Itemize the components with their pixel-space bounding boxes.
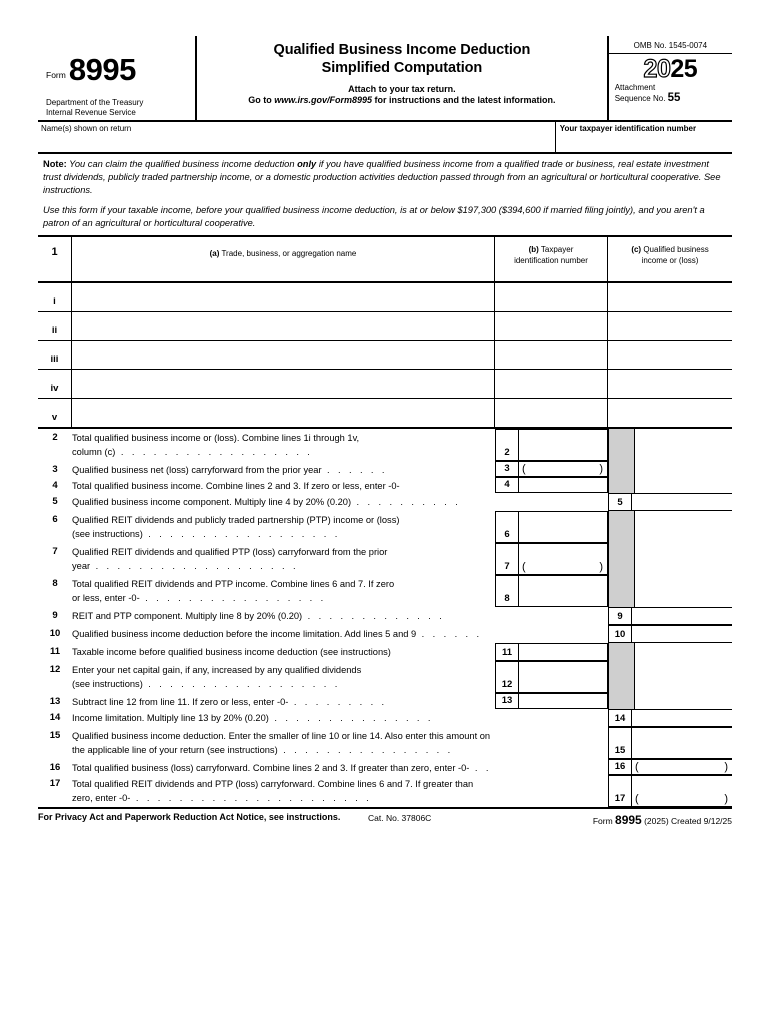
line-text-1: Qualified business net (loss) carryforward from the prior year . . . . . . xyxy=(72,465,388,476)
leader-dots: . . . . . . . . . . . . . xyxy=(302,611,445,622)
line-entry-cell[interactable] xyxy=(495,543,608,575)
table-row xyxy=(38,370,732,399)
line-text-1: Total qualified business income. Combine lines 2 and 3. If zero or less, enter -0- xyxy=(72,481,400,492)
form-line xyxy=(38,693,732,709)
line-text-1: Enter your net capital gain, if any, increased by any qualified dividends xyxy=(72,665,362,676)
entry-box-number: 16 xyxy=(609,759,632,774)
column-a-header xyxy=(72,237,495,281)
line-number: 5 xyxy=(52,496,58,508)
line-text-2: the applicable line of your return (see instructions) . . . . . . . . . . . . . . . . xyxy=(72,744,454,755)
line-description xyxy=(72,625,608,642)
leader-dots: . . . . . . . . . . . . . . . . . . xyxy=(115,446,313,457)
leader-dots: . . . . . . . . . . . . . . . . . . . xyxy=(90,560,299,571)
line-description xyxy=(72,493,608,510)
shaded-area xyxy=(608,575,635,607)
line-description xyxy=(72,709,608,726)
footer-form-word: Form xyxy=(592,816,616,827)
leader-dots: . . . . . . . . . . . . . . . . . . xyxy=(142,678,341,689)
line-entry-cell[interactable] xyxy=(608,759,732,775)
column-b-marker: (b) xyxy=(528,245,539,255)
leader-dots: . . . . . . . . . . . . . . . xyxy=(268,713,434,724)
table-row xyxy=(38,283,732,312)
line-number: 12 xyxy=(49,664,61,676)
line-entry-cell[interactable] xyxy=(495,429,608,461)
table-row xyxy=(38,341,732,370)
shaded-area xyxy=(608,643,635,661)
table1-cell-tin[interactable] xyxy=(495,283,608,311)
entry-box-number: 6 xyxy=(496,511,519,542)
form-title-line-1: Qualified Business Income Deduction xyxy=(273,42,531,58)
line-description xyxy=(72,775,608,805)
entry-box-number: 2 xyxy=(496,429,519,460)
line-number: 13 xyxy=(49,696,61,708)
entry-box-number: 5 xyxy=(609,493,632,510)
table1-cell-income[interactable] xyxy=(608,399,732,427)
line-text-2: year . . . . . . . . . . . . . . . . . . . xyxy=(72,560,299,571)
form-line xyxy=(38,607,732,625)
line-text-2: (see instructions) . . . . . . . . . . . . . . . . . . xyxy=(72,678,341,689)
table1-cell-business-name[interactable] xyxy=(72,370,495,398)
sequence-number: 55 xyxy=(667,92,681,104)
form-line xyxy=(38,477,732,493)
shaded-area xyxy=(608,461,635,477)
line-entry-cell[interactable] xyxy=(608,727,732,759)
privacy-notice: For Privacy Act and Paperwork Reduction Act Notice, see instructions. xyxy=(38,812,341,823)
column-b-header xyxy=(495,237,608,281)
shaded-area xyxy=(608,511,635,543)
table1-cell-business-name[interactable] xyxy=(72,312,495,340)
goto-url[interactable]: www.irs.gov/Form8995 xyxy=(274,95,372,105)
form-header xyxy=(38,36,732,122)
table1-body xyxy=(38,283,732,429)
catalog-number: Cat. No. 37806C xyxy=(368,813,432,824)
line-entry-cell[interactable] xyxy=(608,607,732,625)
line-entry-cell[interactable] xyxy=(608,709,732,727)
line-text-2: column (c) . . . . . . . . . . . . . . . . . . xyxy=(72,446,313,457)
table1-row-marker: v xyxy=(38,399,72,427)
line-text-1: Qualified REIT dividends and publicly traded partnership (PTP) income or (loss) xyxy=(72,515,400,526)
entry-box-number: 15 xyxy=(609,727,632,758)
goto-instruction xyxy=(199,95,605,106)
form-number: 8995 xyxy=(68,52,136,87)
department-block xyxy=(38,84,195,120)
line-text-1: Qualified business income deduction before the income limitation. Add lines 5 and 9 . . . . . . xyxy=(72,629,482,640)
line-number: 3 xyxy=(52,464,58,476)
column-c-label-2: income or (loss) xyxy=(641,256,699,266)
shaded-area xyxy=(608,543,635,575)
table1-cell-tin[interactable] xyxy=(495,399,608,427)
table1-row-marker: iv xyxy=(38,370,72,398)
numbered-lines xyxy=(38,429,732,807)
tax-year-digits: 25 xyxy=(670,55,698,83)
line-description xyxy=(72,693,495,710)
note-label: Note: xyxy=(43,159,67,169)
line-text-1: Total qualified REIT dividends and PTP (loss) carryforward. Combine lines 6 and 7. If greater than xyxy=(72,779,474,790)
shaded-area xyxy=(608,693,635,709)
entry-box-number: 13 xyxy=(496,693,519,708)
table1-row-marker: iii xyxy=(38,341,72,369)
entry-box-number: 12 xyxy=(496,661,519,692)
name-tin-row xyxy=(38,122,732,154)
entry-box-number: 4 xyxy=(496,477,519,492)
form-line xyxy=(38,625,732,643)
paren-open: ( xyxy=(522,463,526,476)
tin-field-label: Your taxpayer identification number xyxy=(559,124,697,133)
leader-dots: . . . . . . . . . . xyxy=(351,497,461,508)
form-label: Form xyxy=(46,70,66,80)
column-c-marker: (c) xyxy=(631,245,642,255)
paren-open: ( xyxy=(522,561,526,574)
line-number: 14 xyxy=(49,712,61,724)
table1-cell-tin[interactable] xyxy=(495,370,608,398)
form-line xyxy=(38,709,732,727)
paren-close: ) xyxy=(724,761,728,774)
leader-dots: . . . . . . . . . . . . . . . . . . . . . . xyxy=(130,792,372,803)
form-title-line-2: Simplified Computation xyxy=(321,59,483,76)
line-number: 2 xyxy=(52,432,58,444)
table1-cell-income[interactable] xyxy=(608,370,732,398)
form-line xyxy=(38,759,732,775)
line-description xyxy=(72,759,608,776)
line-entry-cell[interactable] xyxy=(495,477,608,493)
line-description xyxy=(72,727,608,757)
line-text-2: zero, enter -0- . . . . . . . . . . . . . . . . . . . . . . xyxy=(72,792,372,803)
form-line xyxy=(38,727,732,759)
line-number: 11 xyxy=(49,646,61,658)
line-entry-cell[interactable] xyxy=(495,693,608,709)
line-description xyxy=(72,429,495,459)
table-row xyxy=(38,399,732,429)
line-number: 8 xyxy=(52,578,58,590)
omb-number: OMB No. 1545-0074 xyxy=(609,36,732,54)
leader-dots: . . . . . . xyxy=(321,465,388,476)
table1-cell-business-name[interactable] xyxy=(72,341,495,369)
footer-form-year: (2025) Created 9/12/25 xyxy=(641,816,732,827)
leader-dots: . . . . . . xyxy=(416,629,482,640)
form-line xyxy=(38,493,732,511)
line-entry-cell[interactable] xyxy=(495,661,608,693)
line-number: 10 xyxy=(49,628,61,640)
column-b-label-2: identification number xyxy=(514,256,588,266)
line-text-1: Subtract line 12 from line 11. If zero or less, enter -0- . . . . . . . . . xyxy=(72,697,388,708)
entry-box-number: 10 xyxy=(609,625,632,642)
line-description xyxy=(72,643,495,660)
column-a-marker: (a) xyxy=(209,249,220,259)
attachment-sequence xyxy=(609,82,732,107)
line-text-2: (see instructions) . . . . . . . . . . . . . . . . . . xyxy=(72,528,341,539)
header-omb-block xyxy=(609,36,732,120)
paren-close: ) xyxy=(724,793,728,806)
table-row xyxy=(38,312,732,341)
leader-dots: . . xyxy=(469,763,492,774)
footer-form-id xyxy=(538,812,732,827)
paren-close: ) xyxy=(599,463,603,476)
line-number: 17 xyxy=(49,778,61,790)
note-emphasis-only: only xyxy=(297,159,317,169)
leader-dots: . . . . . . . . . xyxy=(288,697,388,708)
note-paragraph-2: Use this form if your taxable income, before your qualified business income deduction, is at or below $197,300 ($394,600 if married filing jointly), and you aren't a patron of an agricultural or horticultural cooperative. xyxy=(43,204,705,228)
table1-cell-income[interactable] xyxy=(608,341,732,369)
goto-suffix: for instructions and the latest information. xyxy=(371,95,556,105)
line-number: 7 xyxy=(52,546,58,558)
paren-open: ( xyxy=(635,793,639,806)
line-description xyxy=(72,607,608,624)
line-number: 16 xyxy=(49,762,61,774)
tax-year-block xyxy=(609,54,732,82)
note-block xyxy=(38,154,732,237)
table1-line-number: 1 xyxy=(38,237,72,281)
sequence-label: Sequence No. xyxy=(614,94,666,103)
tax-year xyxy=(609,56,732,82)
table1-cell-income[interactable] xyxy=(608,312,732,340)
entry-box-number: 7 xyxy=(496,543,519,574)
department-line-1: Department of the Treasury xyxy=(46,98,144,107)
note-paragraph-1 xyxy=(43,158,727,198)
form-8995 xyxy=(38,36,732,827)
note-text-b: if you have qualified business income from a qualified trade or business, real estate investment trust dividends, publicly traded partnership income, or a domestic production activities deduction passed through from an agricultural or horticultural cooperative. See instructions. xyxy=(43,159,721,196)
table1-cell-income[interactable] xyxy=(608,283,732,311)
goto-prefix: Go to xyxy=(248,95,275,105)
form-line xyxy=(38,643,732,661)
entry-box-number: 9 xyxy=(609,607,632,624)
entry-box-number: 8 xyxy=(496,575,519,606)
tin-field[interactable] xyxy=(556,122,732,152)
line-number: 9 xyxy=(52,610,58,622)
line-number: 15 xyxy=(49,730,61,742)
line-entry-cell[interactable] xyxy=(608,625,732,643)
entry-box-number: 11 xyxy=(496,643,519,660)
line-number: 6 xyxy=(52,514,58,526)
attachment-label: Attachment xyxy=(614,83,656,92)
name-field-label: Name(s) shown on return xyxy=(41,124,132,133)
entry-box-number: 17 xyxy=(609,775,632,806)
entry-box-number: 14 xyxy=(609,709,632,726)
header-form-identity xyxy=(38,36,197,120)
leader-dots: . . . . . . . . . . . . . . . . xyxy=(277,744,454,755)
line-number: 4 xyxy=(52,480,58,492)
line-text-1: Taxable income before qualified business income deduction (see instructions) xyxy=(72,647,391,658)
line-text-1: Qualified REIT dividends and qualified PTP (loss) carryforward from the prior xyxy=(72,547,388,558)
line-description xyxy=(72,477,495,494)
line-description xyxy=(72,461,495,478)
shaded-area xyxy=(608,661,635,693)
line-text-1: Total qualified REIT dividends and PTP income. Combine lines 6 and 7. If zero xyxy=(72,579,395,590)
form-line xyxy=(38,511,732,543)
shaded-area xyxy=(608,429,635,461)
department-line-2: Internal Revenue Service xyxy=(46,107,136,117)
line-text-1: REIT and PTP component. Multiply line 8 by 20% (0.20) . . . . . . . . . . . . . xyxy=(72,611,445,622)
form-line xyxy=(38,429,732,461)
form-line xyxy=(38,661,732,693)
line-entry-cell[interactable] xyxy=(495,511,608,543)
line-entry-cell[interactable] xyxy=(608,775,732,807)
line-description xyxy=(72,575,495,605)
line-description xyxy=(72,661,495,691)
line-text-1: Total qualified business (loss) carryforward. Combine lines 2 and 3. If greater than zero, enter -0- . . xyxy=(72,763,492,774)
line-entry-cell[interactable] xyxy=(495,643,608,661)
form-line xyxy=(38,775,732,807)
note-text-a: You can claim the qualified business income deduction xyxy=(66,159,298,169)
column-a-label: Trade, business, or aggregation name xyxy=(219,249,357,259)
shaded-area xyxy=(608,477,635,493)
paren-open: ( xyxy=(635,761,639,774)
table1-cell-tin[interactable] xyxy=(495,341,608,369)
leader-dots: . . . . . . . . . . . . . . . . . xyxy=(139,592,327,603)
form-footer xyxy=(38,807,732,827)
line-text-2: or less, enter -0- . . . . . . . . . . . . . . . . . xyxy=(72,592,327,603)
form-line xyxy=(38,461,732,477)
line-description xyxy=(72,511,495,541)
attach-instruction: Attach to your tax return. xyxy=(348,84,456,94)
name-field[interactable] xyxy=(38,122,556,152)
table1-cell-business-name[interactable] xyxy=(72,399,495,427)
column-c-header xyxy=(608,237,732,281)
tax-year-century: 20 xyxy=(643,55,671,83)
table1-cell-tin[interactable] xyxy=(495,312,608,340)
line-entry-cell[interactable] xyxy=(608,493,732,511)
table1-row-marker: ii xyxy=(38,312,72,340)
form-line xyxy=(38,575,732,607)
line-text-1: Qualified business income component. Multiply line 4 by 20% (0.20) . . . . . . . . . . xyxy=(72,497,461,508)
entry-box-number: 3 xyxy=(496,461,519,476)
table1-row-marker: i xyxy=(38,283,72,311)
paren-close: ) xyxy=(599,561,603,574)
column-b-label-1: Taxpayer xyxy=(538,245,574,255)
line-entry-cell[interactable] xyxy=(495,461,608,477)
table1-header-row xyxy=(38,237,732,283)
footer-form-number: 8995 xyxy=(615,813,642,828)
form-line xyxy=(38,543,732,575)
leader-dots: . . . . . . . . . . . . . . . . . . xyxy=(142,528,341,539)
table1-cell-business-name[interactable] xyxy=(72,283,495,311)
line-text-1: Qualified business income deduction. Enter the smaller of line 10 or line 14. Also enter this amount on xyxy=(72,731,491,742)
header-title-block xyxy=(197,36,609,120)
column-c-label-1: Qualified business xyxy=(641,245,709,255)
line-text-1: Total qualified business income or (loss). Combine lines 1i through 1v, xyxy=(72,433,360,444)
line-text-1: Income limitation. Multiply line 13 by 20% (0.20) . . . . . . . . . . . . . . . xyxy=(72,713,434,724)
line-description xyxy=(72,543,495,573)
line-entry-cell[interactable] xyxy=(495,575,608,607)
